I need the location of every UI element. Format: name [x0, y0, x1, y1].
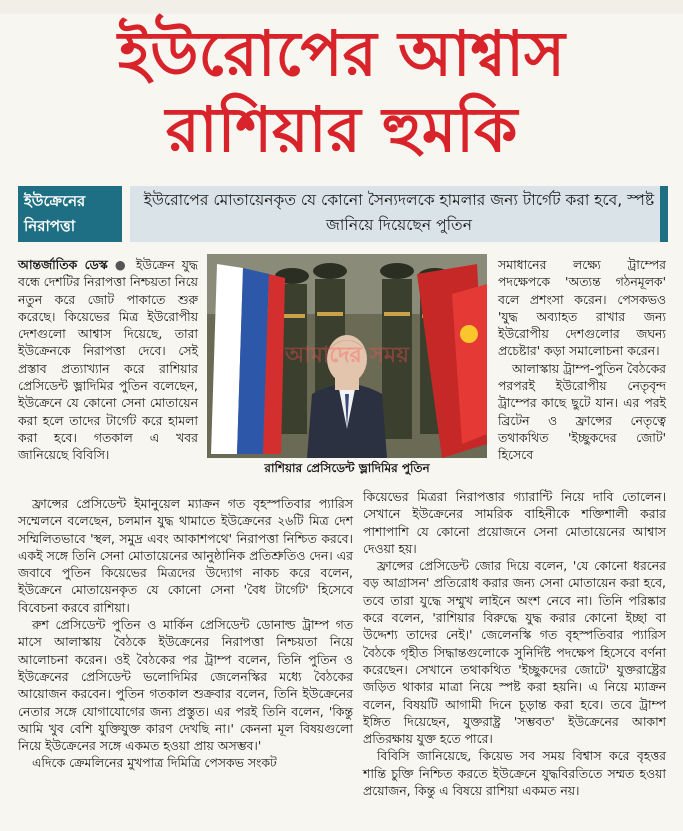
article-paragraph-lead: ইউক্রেন যুদ্ধ বন্ধে দেশটির নিরাপত্তা নিশ্চয়তা নিয়ে নতুন করে জোট পাকাতে শুরু করেছে। কিয়েভের মিত্র ইউরোপীয় দেশগুলো আশ্বাস দিয়েছে, তারা ইউক্রেনকে নিরাপত্তা দেবে। সেই প্রস্তাব প্রত্যাখ্যান করে রাশিয়ার প্রেসিডেন্ট ভ্লাদিমির পুতিন বলেছেন, ইউক্রেনে যে কোনো সেনা মোতায়েন করা হলে তাদের টার্গেট করে হামলা করা হবে। গতকাল এ খবর জানিয়েছে বিবিসি। — [18, 257, 198, 463]
headline-line-1: ইউরোপের আশ্বাস — [118, 17, 565, 90]
photo-caption: রাশিয়ার প্রেসিডেন্ট ভ্লাদিমির পুতিন — [264, 461, 430, 475]
page-top-strip — [0, 0, 683, 14]
article-paragraph: এদিকে ক্রেমলিনের মুখপাত্র দিমিত্রি পেসকভ সংকট — [32, 755, 277, 771]
dateline: আন্তর্জাতিক ডেস্ক — [18, 257, 108, 272]
subheadline: ইউরোপের মোতায়েনকৃত যে কোনো সৈন্যদলকে হামলার জন্য টার্গেট করা হবে, স্পষ্ট জানিয়ে দিয়েছেন পুতিন — [130, 186, 668, 242]
article-column-bottom-left — [18, 495, 353, 772]
article-paragraph: আলাস্কায় ট্রাম্প-পুতিন বৈঠকের পরপরই ইউরোপীয় নেতৃবৃন্দ ট্রাম্পের কাছে ছুটে যান। এর পরই ব্রিটেন ও ফ্রান্সের নেতৃত্বে তথাকথিত 'ইচ্ছুকদের জোট' হিসেবে — [498, 360, 666, 463]
section-tag: ইউক্রেনের নিরাপত্তা — [18, 186, 122, 242]
article-column-right — [498, 256, 666, 464]
dateline-dot-icon: ● — [114, 257, 129, 272]
article-paragraph: কিয়েভের মিত্ররা নিরাপত্তার গ্যারান্টি নিয়ে দাবি তোলেন। সেখানে ইউক্রেনের সামরিক বাহিনীকে শক্তিশালী করার পাশাপাশি যে কোনো প্রয়োজনে সেনা মোতায়েনের আশ্বাস দেওয়া হয়। — [363, 489, 666, 556]
article-column-bottom-right — [363, 488, 666, 799]
article-paragraph: ফ্রান্সের প্রেসিডেন্ট ইমানুয়েল ম্যাক্রন গত বৃহস্পতিবার প্যারিস সম্মেলনে বলেছেন, চলমান যুদ্ধ থামাতে ইউক্রেনের ২৬টি মিত্র দেশ সম্মিলিতভাবে 'স্থল, সমুদ্র এবং আকাশপথে' নিরাপত্তা নিশ্চিত করবে। একই সঙ্গে তিনি সেনা মোতায়েনের আনুষ্ঠানিক প্রতিশ্রুতিও দেন। এর জবাবে পুতিন কিয়েভের মিত্রদের উদ্যোগ নাকচ করে বলেন, ইউক্রেনে মোতায়েনকৃত যে কোনো সেনা 'বৈধ টার্গেট' হিসেবে বিবেচনা করবে রাশিয়া। — [18, 496, 353, 615]
article-paragraph: রুশ প্রেসিডেন্ট পুতিন ও মার্কিন প্রেসিডেন্ট ডোনাল্ড ট্রাম্প গত মাসে আলাস্কায় বৈঠকে ইউক্রেনের নিরাপত্তা নিশ্চয়তা নিয়ে আলোচনা করেন। ওই বৈঠকের পর ট্রাম্প বলেন, তিনি পুতিন ও ইউক্রেনের প্রেসিডেন্ট ভলোদিমির জেলেনস্কির মধ্যে বৈঠকের আয়োজন করবেন। পুতিন গতকাল শুক্রবার বলেন, তিনি ইউক্রেনের নেতার সঙ্গে যোগাযোগের জন্য প্রস্তুত। এর পরই তিনি বলেন, 'কিন্তু আমি খুব বেশি যুক্তিযুক্ত কারণ দেখছি না।' কেননা মূল বিষয়গুলো নিয়ে ইউক্রেনের সঙ্গে একমত হওয়া প্রায় অসম্ভব।' — [18, 617, 353, 754]
article-paragraph: সমাধানের লক্ষ্যে ট্রাম্পের পদক্ষেপকে 'অত্যন্ত গঠনমূলক' বলে প্রশংসা করেন। পেসকভও 'যুদ্ধ অব্যাহত রাখার জন্য ইউরোপীয় দেশগুলোর জঘন্য প্রচেষ্টার' কড়া সমালোচনা করেন। — [498, 257, 666, 359]
article-paragraph: বিবিসি জানিয়েছে, কিয়েভ সব সময় বিশ্বাস করে বৃহত্তর শান্তি চুক্তি নিশ্চিত করতে ইউক্রেনে যুদ্ধবিরতিতে সম্মত হওয়া প্রয়োজন, কিন্তু এ বিষয়ে রাশিয়া একমত নয়। — [363, 748, 666, 799]
putin-photo — [207, 254, 487, 458]
article-paragraph: ফ্রান্সের প্রেসিডেন্ট জোর দিয়ে বলেন, 'যে কোনো ধরনের বড় আগ্রাসন' প্রতিরোধ করার জন্য সেনা মোতায়েন করা হবে, তবে তারা যুদ্ধে সম্মুখ লাইনে অংশ নেবে না। তিনি পরিষ্কার করে বলেন, 'রাশিয়ার বিরুদ্ধে যুদ্ধ করার কোনো ইচ্ছা বা উদ্দেশ্য তাদের নেই।' জেলেনস্কি গত বৃহস্পতিবার প্যারিস বৈঠকে গৃহীত সিদ্ধান্তগুলোকে সুনির্দিষ্ট পদক্ষেপ হিসেবে বর্ণনা করেছেন। সেখানে তথাকথিত 'ইচ্ছুকদের জোটে' যুক্তরাষ্ট্রের জড়িত থাকার মাত্রা নিয়ে স্পষ্ট করা হয়নি। এ নিয়ে ম্যাক্রন বলেন, বিষয়টি আগামী দিনে চূড়ান্ত করা হবে। তবে ট্রাম্প ইঙ্গিত দিয়েছেন, যুক্তরাষ্ট্র 'সম্ভবত' ইউক্রেনের আকাশ প্রতিরক্ষায় যুক্ত হতে পারে। — [363, 558, 666, 747]
headline-line-2: রাশিয়ার হুমকি — [165, 93, 518, 166]
article-column-left — [18, 256, 198, 464]
subheadline-accent-bar — [660, 186, 668, 242]
photo-watermark: আমাদের সময় — [284, 343, 410, 368]
